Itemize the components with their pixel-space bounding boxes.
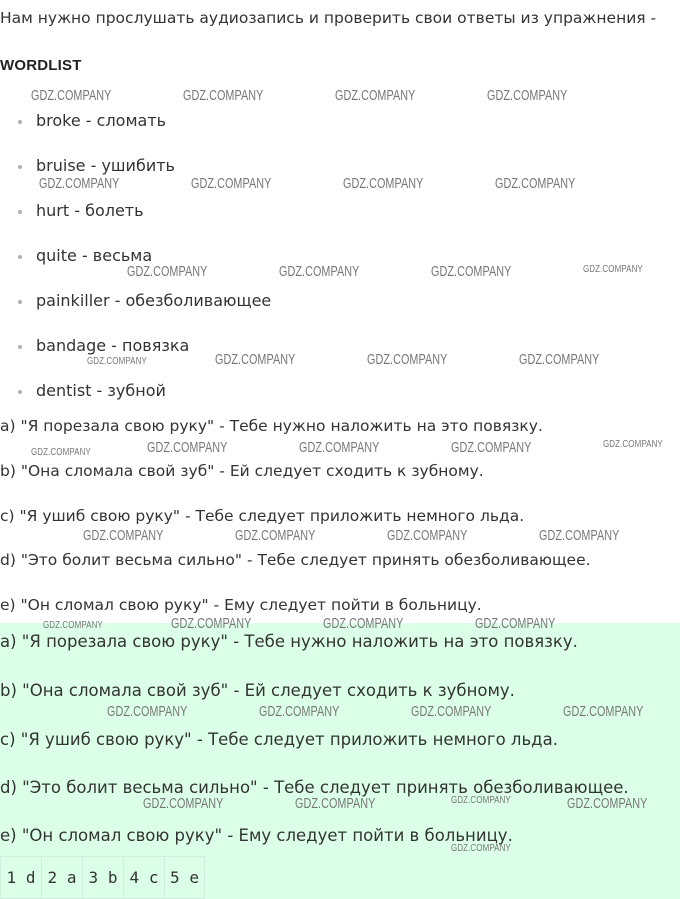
answer-b: b) "Она сломала свой зуб" - Ей следует сходить к зубному. xyxy=(0,462,484,480)
watermark: GDZ.COMPANY xyxy=(323,615,404,632)
watermark: GDZ.COMPANY xyxy=(475,615,556,632)
answer-e: e) "Он сломал свою руку" - Ему следует пойти в больницу. xyxy=(0,596,482,614)
watermark: GDZ.COMPANY xyxy=(567,795,648,812)
watermark: GDZ.COMPANY xyxy=(451,843,511,854)
watermark: GDZ.COMPANY xyxy=(107,703,188,720)
watermark: GDZ.COMPANY xyxy=(431,263,512,280)
watermark: GDZ.COMPANY xyxy=(343,175,424,192)
watermark: GDZ.COMPANY xyxy=(583,264,643,275)
highlighted-answer-d: d) "Это болит весьма сильно" - Тебе следует принять обезболивающее. xyxy=(0,778,629,797)
wordlist-item: dentist - зубной xyxy=(0,382,680,427)
watermark: GDZ.COMPANY xyxy=(87,356,147,367)
watermark: GDZ.COMPANY xyxy=(191,175,272,192)
watermark: GDZ.COMPANY xyxy=(235,527,316,544)
watermark: GDZ.COMPANY xyxy=(215,351,296,368)
answer-key-cell: 3 b xyxy=(82,856,123,899)
watermark: GDZ.COMPANY xyxy=(603,439,663,450)
watermark: GDZ.COMPANY xyxy=(127,263,208,280)
answer-key-cell: 1 d xyxy=(0,856,41,899)
wordlist-item: broke - сломать xyxy=(0,112,680,157)
watermark: GDZ.COMPANY xyxy=(539,527,620,544)
wordlist-item: painkiller - обезболивающее xyxy=(0,292,680,337)
watermark: GDZ.COMPANY xyxy=(495,175,576,192)
answer-a: a) "Я порезала свою руку" - Тебе нужно наложить на это повязку. xyxy=(0,417,543,435)
watermark: GDZ.COMPANY xyxy=(143,795,224,812)
answer-key-cell: 5 e xyxy=(164,856,205,899)
highlighted-answer-c: c) "Я ушиб свою руку" - Тебе следует приложить немного льда. xyxy=(0,730,558,749)
watermark: GDZ.COMPANY xyxy=(387,527,468,544)
answer-c: c) "Я ушиб свою руку" - Тебе следует приложить немного льда. xyxy=(0,507,525,525)
watermark: GDZ.COMPANY xyxy=(31,87,112,104)
wordlist-item: bandage - повязка xyxy=(0,337,680,382)
watermark: GDZ.COMPANY xyxy=(411,703,492,720)
watermark: GDZ.COMPANY xyxy=(39,175,120,192)
wordlist-title: WORDLIST xyxy=(0,57,82,74)
watermark: GDZ.COMPANY xyxy=(147,439,228,456)
watermark: GDZ.COMPANY xyxy=(83,527,164,544)
highlighted-answer-a: a) "Я порезала свою руку" - Тебе нужно наложить на это повязку. xyxy=(0,632,578,651)
wordlist-item: quite - весьма xyxy=(0,247,680,292)
watermark: GDZ.COMPANY xyxy=(335,87,416,104)
watermark: GDZ.COMPANY xyxy=(279,263,360,280)
answer-key-table xyxy=(0,856,205,899)
watermark: GDZ.COMPANY xyxy=(451,439,532,456)
answer-key-cell: 2 a xyxy=(41,856,82,899)
highlighted-answer-e: e) "Он сломал свою руку" - Ему следует пойти в больницу. xyxy=(0,826,513,845)
wordlist-item: bruise - ушибить xyxy=(0,157,680,202)
watermark: GDZ.COMPANY xyxy=(295,795,376,812)
answer-d: d) "Это болит весьма сильно" - Тебе следует принять обезболивающее. xyxy=(0,551,591,569)
wordlist-item: hurt - болеть xyxy=(0,202,680,247)
watermark: GDZ.COMPANY xyxy=(451,795,511,806)
intro-text: Нам нужно прослушать аудиозапись и проверить свои ответы из упражнения - xyxy=(0,9,657,27)
watermark: GDZ.COMPANY xyxy=(31,447,91,458)
answer-key-cell: 4 c xyxy=(123,856,164,899)
watermark: GDZ.COMPANY xyxy=(171,615,252,632)
highlighted-answer-b: b) "Она сломала свой зуб" - Ей следует сходить к зубному. xyxy=(0,681,515,700)
watermark: GDZ.COMPANY xyxy=(487,87,568,104)
watermark: GDZ.COMPANY xyxy=(519,351,600,368)
watermark: GDZ.COMPANY xyxy=(43,620,103,631)
watermark: GDZ.COMPANY xyxy=(563,703,644,720)
watermark: GDZ.COMPANY xyxy=(183,87,264,104)
watermark: GDZ.COMPANY xyxy=(299,439,380,456)
watermark: GDZ.COMPANY xyxy=(367,351,448,368)
watermark: GDZ.COMPANY xyxy=(259,703,340,720)
